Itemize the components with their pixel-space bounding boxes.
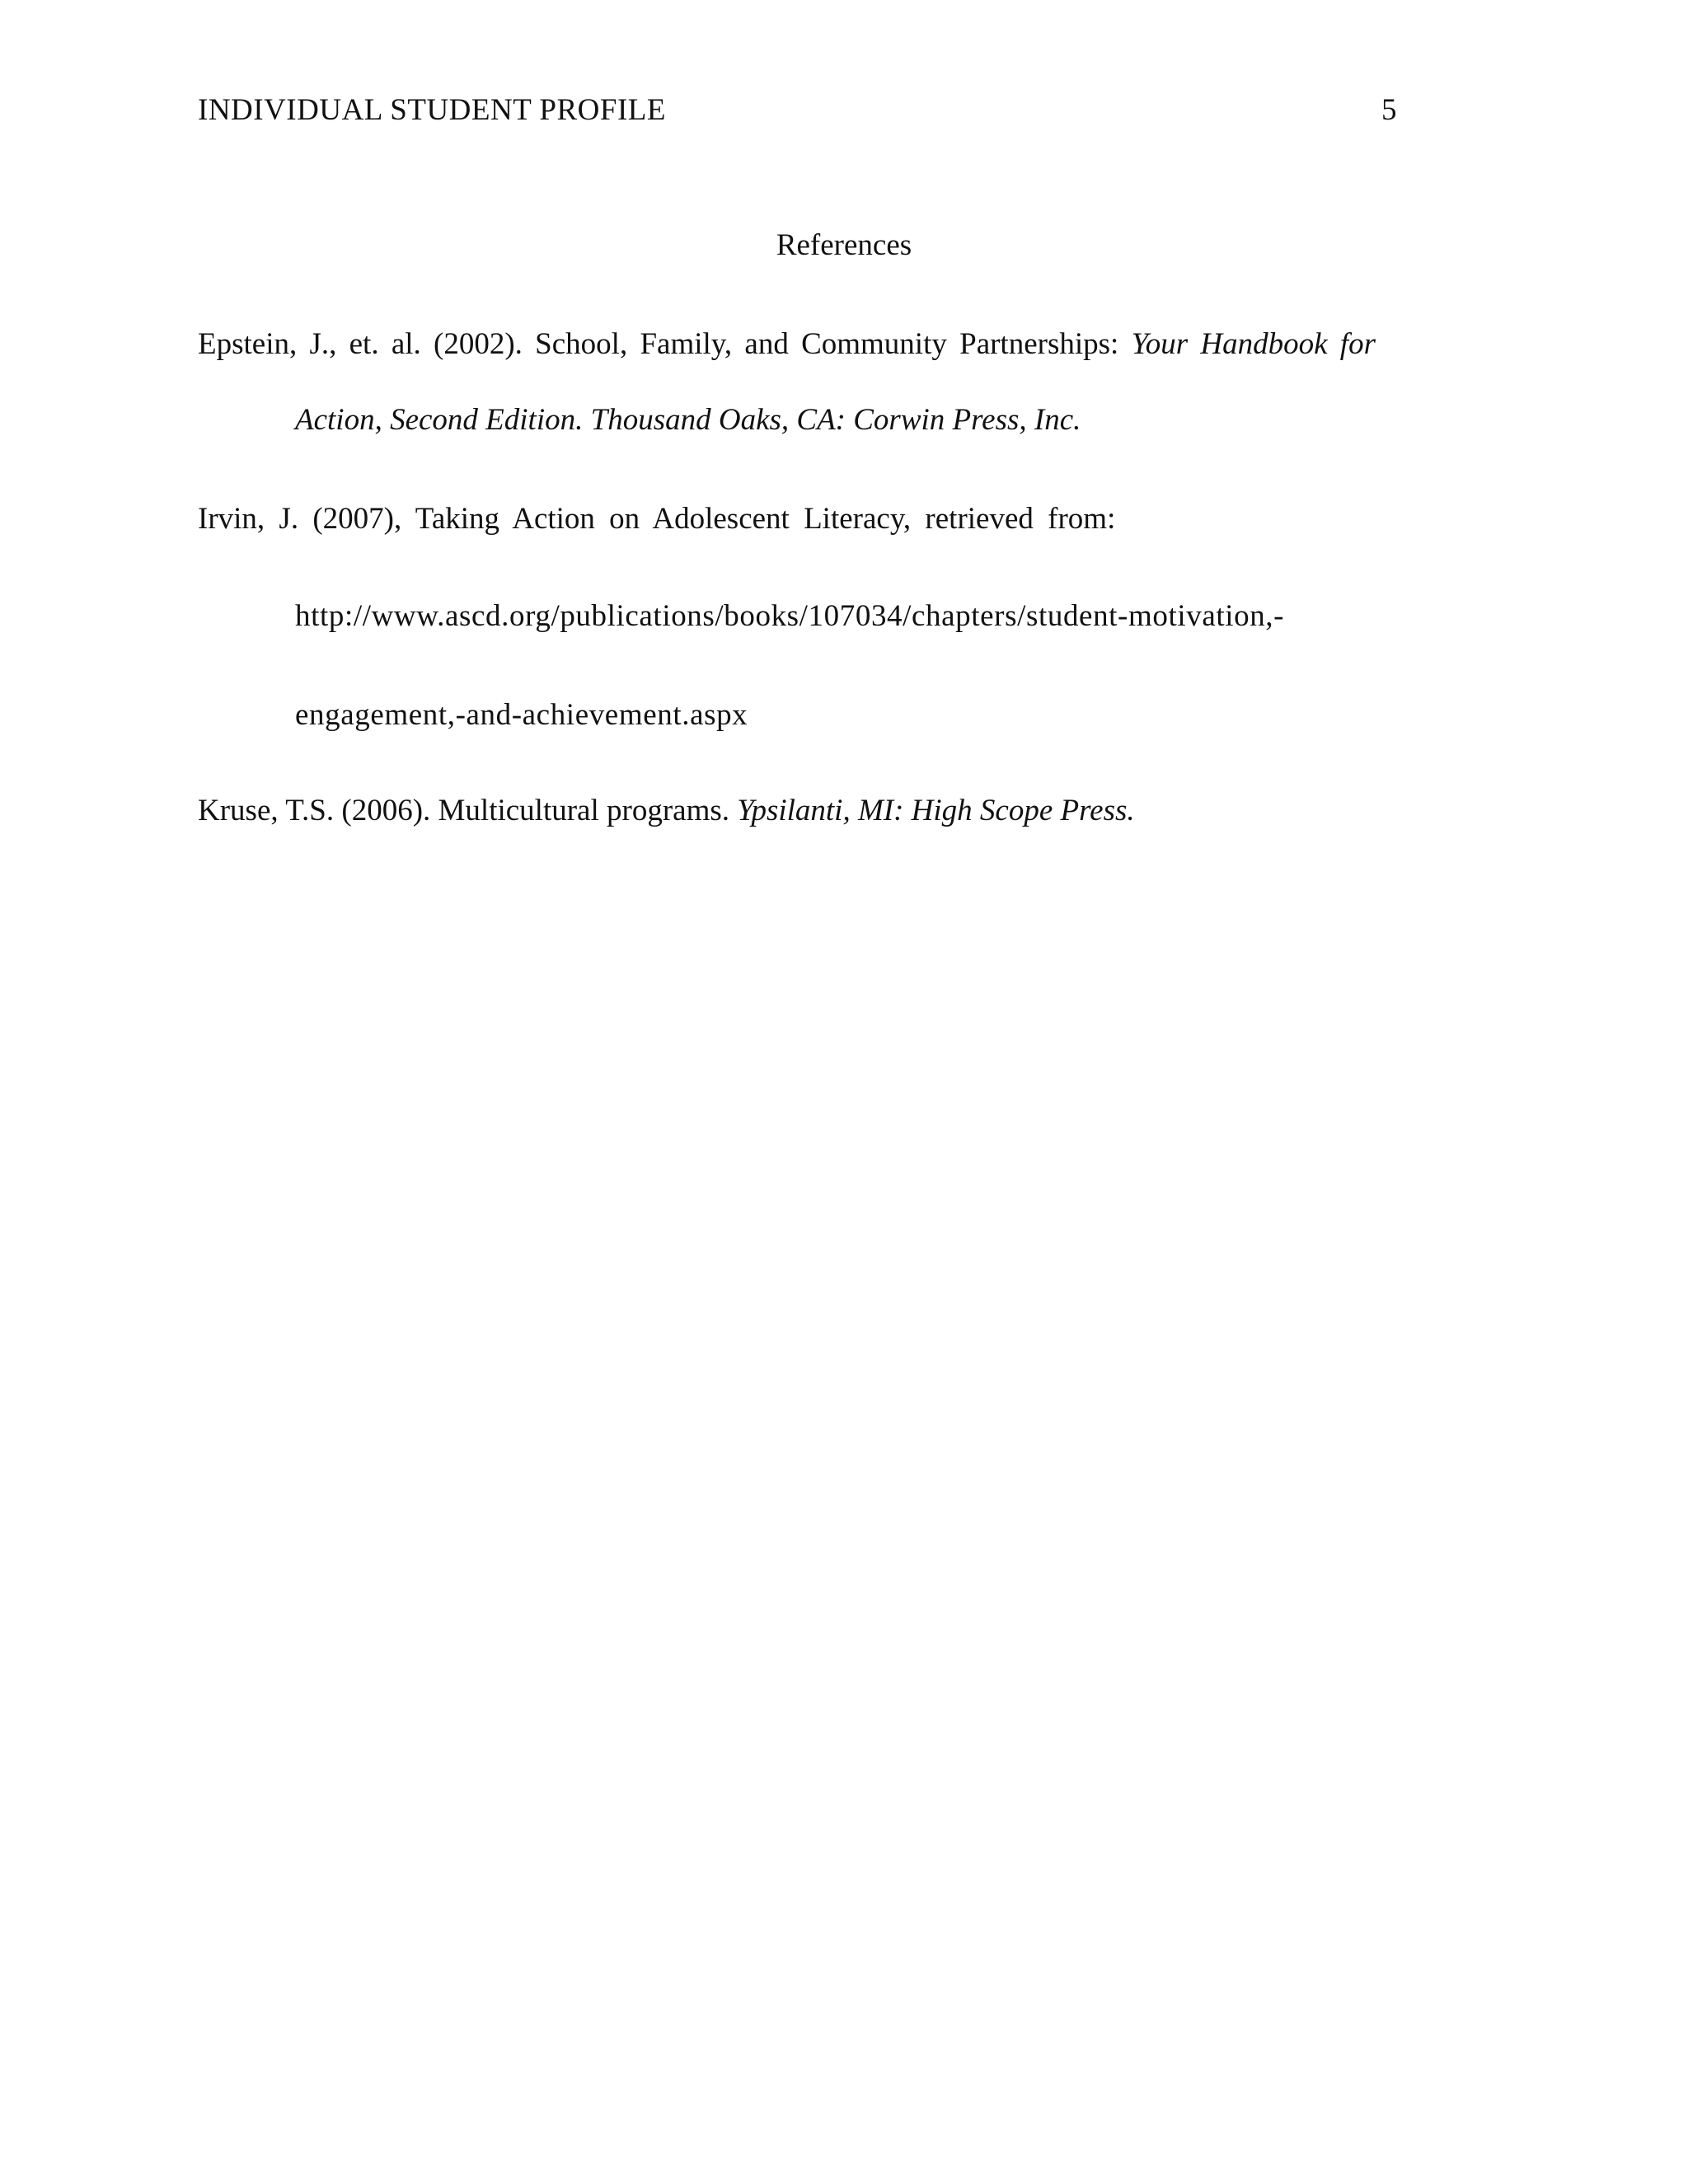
running-head: INDIVIDUAL STUDENT PROFILE bbox=[198, 93, 666, 127]
page-number: 5 bbox=[1381, 93, 1397, 127]
references-title: References bbox=[776, 228, 912, 262]
reference-epstein-authors: Epstein, J., et. al. (2002). School, Family, and Community Partnerships: bbox=[198, 327, 1132, 361]
reference-epstein-line-2: Action, Second Edition. Thousand Oaks, CA: Corwin Press, Inc. bbox=[295, 403, 1081, 437]
reference-kruse-line-1 bbox=[198, 793, 1135, 828]
reference-epstein-line-1 bbox=[198, 326, 1376, 362]
reference-kruse-publisher: Ypsilanti, MI: High Scope Press. bbox=[737, 794, 1135, 827]
reference-irvin-url-line-2: engagement,-and-achievement.aspx bbox=[295, 698, 748, 732]
reference-irvin-line-1: Irvin, J. (2007), Taking Action on Adolescent Literacy, retrieved from: bbox=[198, 502, 1116, 536]
reference-irvin-url-line-1: http://www.ascd.org/publications/books/107034/chapters/student-motivation,- bbox=[295, 599, 1285, 633]
reference-epstein-title-part: Your Handbook for bbox=[1131, 327, 1376, 361]
reference-kruse-authors: Kruse, T.S. (2006). Multicultural programs. bbox=[198, 794, 738, 827]
